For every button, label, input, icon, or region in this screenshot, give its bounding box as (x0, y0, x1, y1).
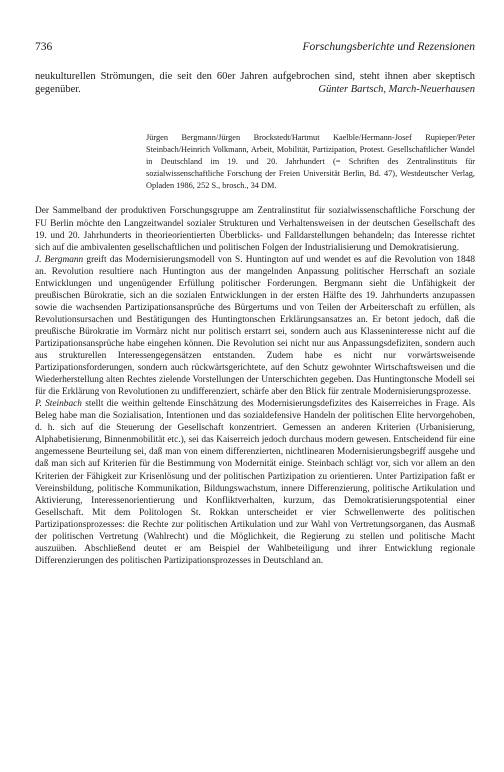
review-paragraph-steinbach (35, 398, 475, 567)
journal-page (35, 40, 475, 567)
review-paragraph-bergmann (35, 254, 475, 399)
author-name-bergmann: J. Bergmann (35, 254, 84, 265)
paragraph-bergmann-text: greift das Modernisierungsmodell von S. Huntington auf und wendet es auf die Revolution von 1848 an. Revolution resultiere nach Huntington aus der mangelnden Anpassung politischer Herrschaft an soziale Entwicklungen und ungenügender Erfüllung politischer Forderungen. Bergmann sieht die Unfähigkeit der preußischen Bürokratie, sich an die sozialen Entwicklungen in der ersten Hälfte des 19. Jahrhunderts anzupassen sowie die wachsenden Partizipationsansprüche des Bürgertums und von Teilen der Arbeiterschaft zu erfüllen, als Revolutionsursachen und Bestätigungen des Huntingtonschen Erklärungsansatzes an. Er betont jedoch, daß die preußische Bürokratie im Vormärz nicht nur politisch erstarrt sei, sondern auch aus Klasseninteresse nicht auf die Partizipationsansprüche habe eingehen können. Die Revolution sei nicht nur aus Anpassungsdefiziten, sondern auch aus strukturellen Interessengegensätzen entstanden. Zudem habe es nicht nur vorwärtsweisende Partizipationsforderungen, sondern auch rückwärtsgerichtete, auf den Schutz gewohnter Wirtschaftsweisen und die Wiederherstellung alten Rechtes zielende Vorstellungen der Unterschichten gegeben. Das Huntingtonsche Modell sei für die Erklärung von Revolutionen zu undifferenziert, schärfe aber den Blick für zentrale Modernisierungsprozesse. (35, 254, 476, 398)
previous-review-ending (35, 70, 475, 96)
review-paragraph-intro: Der Sammelband der produktiven Forschungsgruppe am Zentralinstitut für sozialwissenschaftliche Forschung der FU Berlin möchte den Langzeitwandel sozialer Strukturen und Verhaltensweisen in der deutschen Gesellschaft des 19. und 20. Jahrhunderts in theorieorientierten Überblicks- und Falldarstellungen behandeln; das Interesse richtet sich auf die ambivalenten gesellschaftlichen und politischen Folgen der Industrialisierung und Demokratisierung. (35, 206, 475, 253)
reviewer-signature: Günter Bartsch, March-Neuerhausen (318, 84, 475, 95)
page-number: 736 (35, 41, 53, 53)
previous-review-closing-text: neukulturellen Strömungen, die seit den 60er Jahren aufgebrochen sind, steht ihnen aber skeptisch gegenüber. (35, 71, 475, 95)
journal-section-title: Forschungsberichte und Rezensionen (302, 41, 475, 53)
paragraph-steinbach-text: stellt die weithin geltende Einschätzung des Modernisierungsdefizites des Kaiserreiches in Frage. Als Beleg habe man die Sozialisation, Intentionen und das sozialdefensive Handeln der politischen Elite hervorgehoben, d. h. sich auf die Steuerung der Gesellschaft konzentriert. Gemessen an anderen Kriterien (Urbanisierung, Alphabetisierung, Binnenmobilität etc.), sei das Kaiserreich jedoch durchaus modern gewesen. Entscheidend für eine angemessene Beurteilung sei, daß man von einem differenzierten, nichtlinearen Modernisierungsbegriff ausgehe und daß man sich auf Kriterien für die Bestimmung von Modernität einige. Steinbach schlägt vor, sich vor allem an den Kriterien der Fähigkeit zur Krisenlösung und der politischen Partizipation zu orientieren. Unter Partizipation faßt er Vereinsbildung, politische Kommunikation, Bildungswachstum, innere Differenzierung, politische Artikulation und Aktivierung, Interessenorientierung und Konfliktverhalten, kurzum, das Demokratisierungspotential einer Gesellschaft. Mit dem Politologen St. Rokkan unterscheidet er vier Schwellenwerte des politischen Partizipationsprozesses: die Rechte zur politischen Artikulation und zur Wahl von Vertretungsorganen, das Ausmaß der politischen Vertretung (Wahlrecht) und die Möglichkeit, die Regierung zu stellen und politische Macht auszuüben. Abschließend deutet er am Beispiel der Wahlbeteiligung und ihrer Entwicklung regionale Differenzierungen des politischen Partizipationsprozesses in Deutschland an. (35, 399, 475, 566)
author-name-steinbach: P. Steinbach (35, 399, 82, 410)
review-body (35, 205, 475, 566)
bibliographic-entry: Jürgen Bergmann/Jürgen Brockstedt/Hartmut Kaelble/Hermann-Josef Rupieper/Peter Steinbach/Heinrich Volkmann, Arbeit, Mobilität, Partizipation, Protest. Gesellschaftlicher Wandel in Deutschland im 19. und 20. Jahrhundert (= Schriften des Zentralinstituts für sozialwissenschaftliche Forschung der Freien Universität Berlin, Bd. 47), Westdeutscher Verlag, Opladen 1986, 252 S., brosch., 34 DM. (146, 133, 475, 191)
running-head (35, 40, 475, 54)
